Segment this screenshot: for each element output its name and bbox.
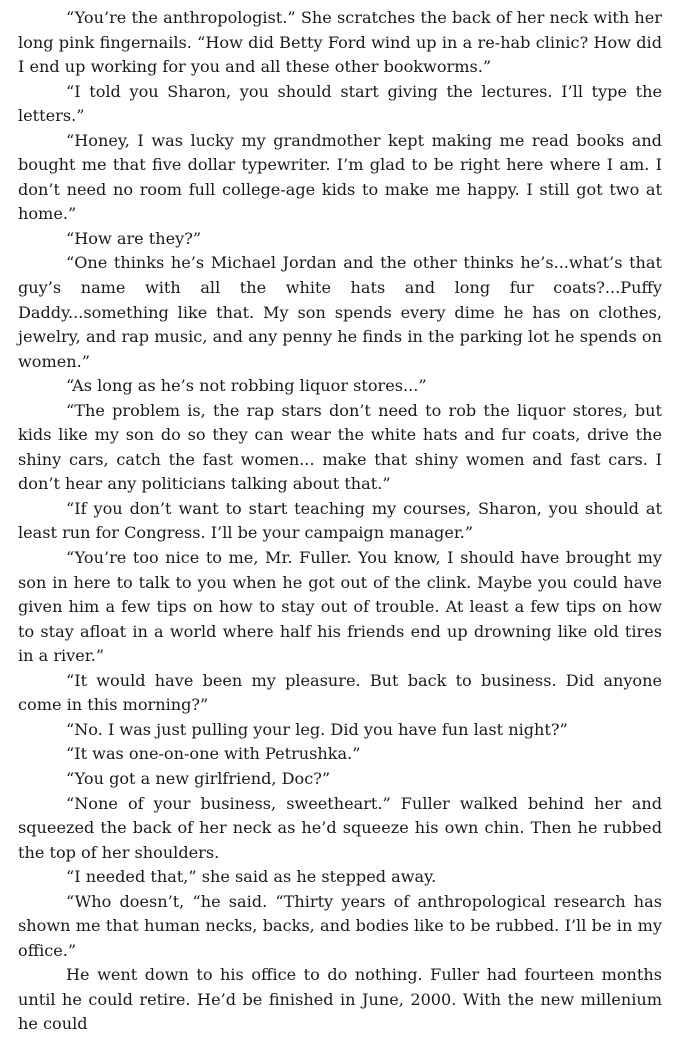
paragraph: “You’re the anthropologist.” She scratches the back of her neck with her long pink fingernails. “How did Betty Ford wind up in a re-hab clinic? How did I end up working for you and all these other bookworms.” <box>18 8 662 77</box>
paragraph: “Honey, I was lucky my grandmother kept making me read books and bought me that five dollar typewriter. I’m glad to be right here where I am. I don’t need no room full college-age kids to make me happy. I still got two at home.” <box>18 130 662 224</box>
page-body <box>18 6 662 1037</box>
paragraph: “As long as he’s not robbing liquor stores...” <box>66 376 427 396</box>
paragraph: “How are they?” <box>66 228 202 248</box>
paragraph: “The problem is, the rap stars don’t need to rob the liquor stores, but kids like my son do so they can wear the white hats and fur coats, drive the shiny cars, catch the fast women... make that shiny women and fast cars. I don’t hear any politicians talking about that.” <box>18 400 662 494</box>
paragraph: “You got a new girlfriend, Doc?” <box>66 768 331 788</box>
paragraph: “No. I was just pulling your leg. Did you have fun last night?” <box>66 719 568 739</box>
paragraph: “One thinks he’s Michael Jordan and the other thinks he’s...what’s that guy’s name with all the white hats and long fur coats?...Puffy Daddy...something like that. My son spends every dime he has on clothes, jewelry, and rap music, and any penny he finds in the parking lot he spends on women.” <box>18 253 662 371</box>
paragraph: He went down to his office to do nothing. Fuller had fourteen months until he could retire. He’d be finished in June, 2000. With the new millenium he could <box>18 965 662 1034</box>
paragraph: “It would have been my pleasure. But back to business. Did anyone come in this morning?” <box>18 670 662 715</box>
paragraph: “None of your business, sweetheart.” Fuller walked behind her and squeezed the back of her neck as he’d squeeze his own chin. Then he rubbed the top of her shoulders. <box>18 793 662 862</box>
paragraph: “You’re too nice to me, Mr. Fuller. You know, I should have brought my son in here to talk to you when he got out of the clink. Maybe you could have given him a few tips on how to stay out of trouble. At least a few tips on how to stay afloat in a world where half his friends end up drowning like old tires in a river.” <box>18 548 662 666</box>
paragraph: “It was one-on-one with Petrushka.” <box>66 744 361 764</box>
paragraph: “If you don’t want to start teaching my courses, Sharon, you should at least run for Congress. I’ll be your campaign manager.” <box>18 498 662 543</box>
paragraph: “I told you Sharon, you should start giving the lectures. I’ll type the letters.” <box>18 81 662 126</box>
paragraph: “I needed that,” she said as he stepped away. <box>66 867 437 887</box>
paragraph: “Who doesn’t, “he said. “Thirty years of anthropological research has shown me that human necks, backs, and bodies like to be rubbed. I’ll be in my office.” <box>18 891 662 960</box>
